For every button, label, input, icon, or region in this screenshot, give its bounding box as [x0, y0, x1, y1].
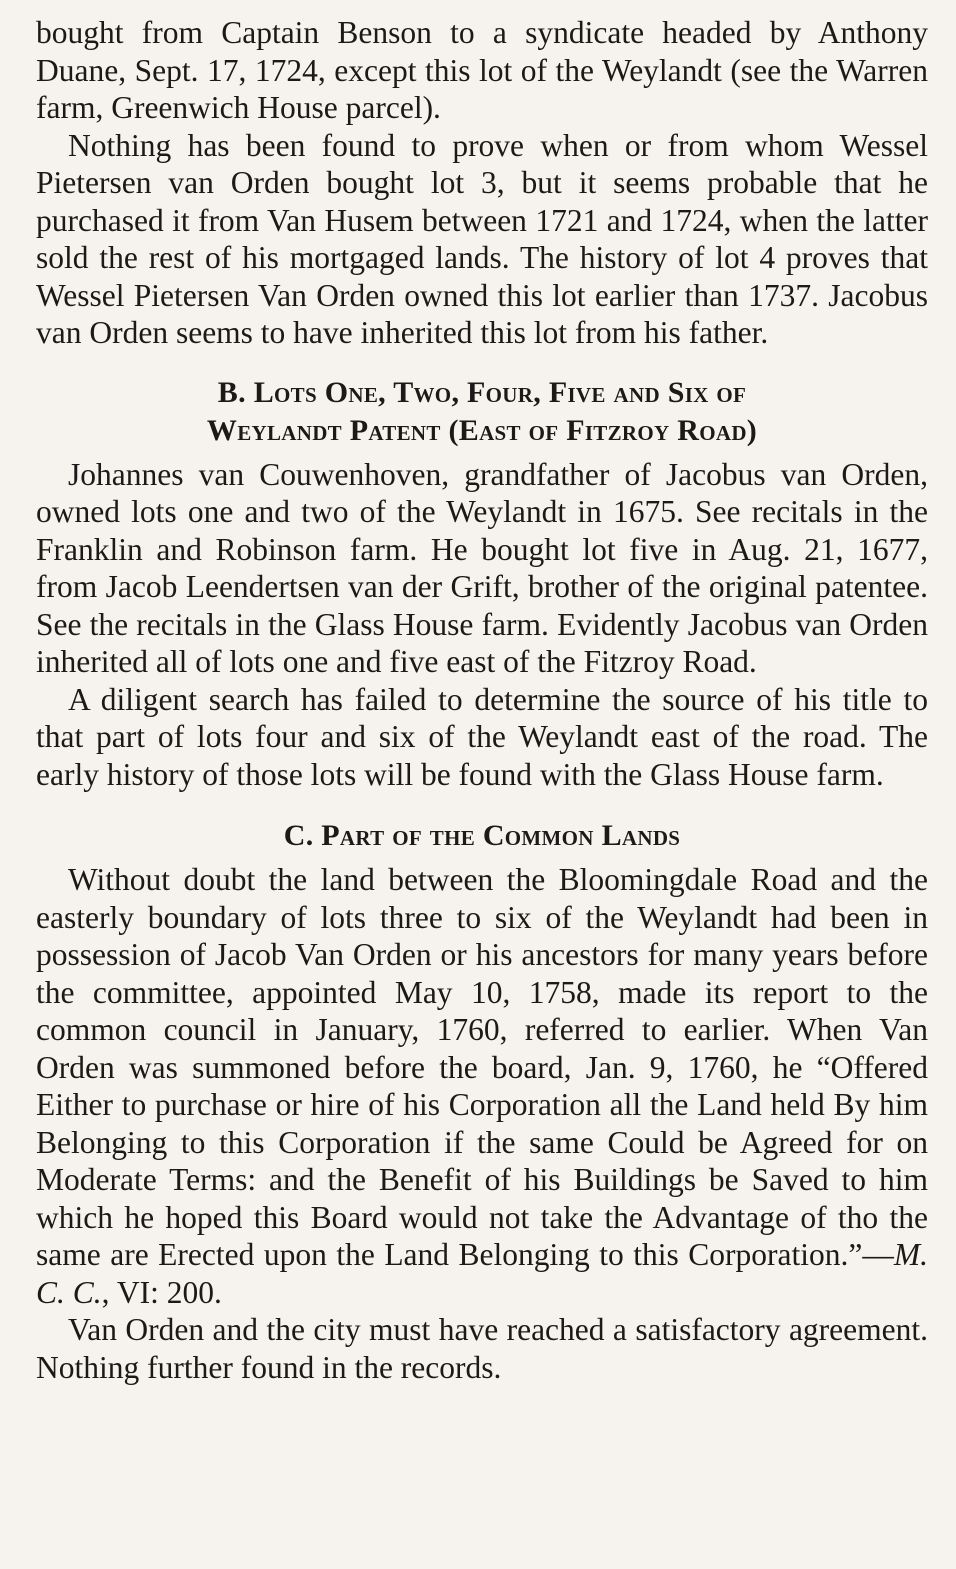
- section-c-heading: [36, 817, 928, 855]
- section-c-heading-text: C. Part of the Common Lands: [283, 819, 681, 852]
- paragraph-couwenhoven: Johannes van Couwenhoven, grandfather of Jacobus van Orden, owned lots one and two of the Weylandt in 1675. See recitals in the Franklin and Robinson farm. He bought lot five in Aug. 21, 1677, from Jacob Leendertsen van der Grift, brother of the original patentee. See the recitals in the Glass House farm. Evidently Jacobus van Orden inherited all of lots one and five east of the Fitzroy Road.: [36, 456, 928, 679]
- paragraph-agreement: Van Orden and the city must have reached a satisfactory agreement. Nothing further found in the records.: [36, 1312, 928, 1385]
- paragraph-common-lands: [36, 861, 928, 1311]
- section-b-heading-line2: Weylandt Patent (East of Fitzroy Road): [206, 413, 758, 447]
- paragraph-continuation: bought from Captain Benson to a syndicate headed by Anthony Duane, Sept. 17, 1724, except this lot of the Weylandt (see the Warren farm, Greenwich House parcel).: [36, 15, 928, 125]
- section-b-heading: [36, 374, 928, 450]
- common-lands-text: Without doubt the land between the Bloomingdale Road and the easterly boundary of lots three to six of the Weylandt had been in possession of Jacob Van Orden or his ancestors for many years before the committee, appointed May 10, 1758, made its report to the common council in January, 1760, referred to earlier. When Van Orden was summoned before the board, Jan. 9, 1760, he “Offered Either to purchase or hire of his Corporation all the Land held By him Belonging to this Corporation if the same Could be Agreed for on Moderate Terms: and the Benefit of his Buildings be Saved to him which he hoped this Board would not take the Advantage of tho the same are Erected upon the Land Belonging to this Corporation.”—: [36, 862, 928, 1272]
- paragraph-diligent-search: A diligent search has failed to determine the source of his title to that part of lots four and six of the Weylandt east of the road. The early history of those lots will be found with the Glass House farm.: [36, 681, 928, 792]
- citation-tail: , VI: 200.: [101, 1274, 222, 1310]
- section-b-heading-line1: B. Lots One, Two, Four, Five and Six of: [217, 375, 747, 409]
- citation-source: M. C. C.: [36, 1237, 928, 1310]
- paragraph-lot-3: Nothing has been found to prove when or from whom Wessel Pietersen van Orden bought lot 3, but it seems probable that he purchased it from Van Husem between 1721 and 1724, when the latter sold the rest of his mortgaged lands. The history of lot 4 proves that Wessel Pietersen Van Orden owned this lot earlier than 1737. Jacobus van Orden seems to have inherited this lot from his father.: [36, 127, 928, 350]
